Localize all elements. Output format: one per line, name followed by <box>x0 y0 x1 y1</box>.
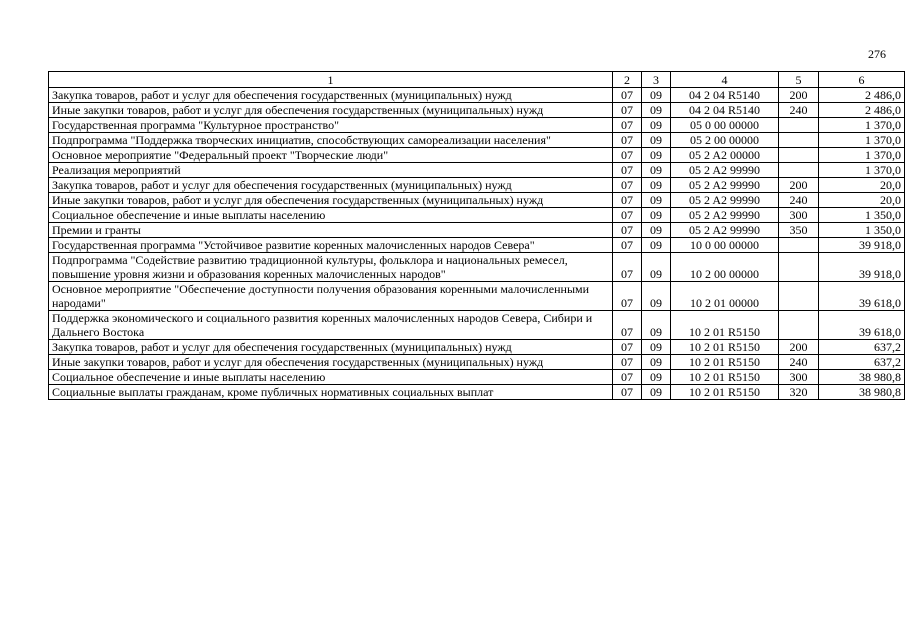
section-code-cell: 07 <box>613 178 642 193</box>
amount-cell: 637,2 <box>819 340 905 355</box>
subsection-code-cell: 09 <box>642 370 671 385</box>
target-code-cell: 10 0 00 00000 <box>671 238 779 253</box>
amount-cell: 1 370,0 <box>819 133 905 148</box>
amount-cell: 38 980,8 <box>819 385 905 400</box>
section-code-cell: 07 <box>613 282 642 311</box>
section-code-cell: 07 <box>613 118 642 133</box>
amount-cell: 2 486,0 <box>819 88 905 103</box>
row-name-cell: Закупка товаров, работ и услуг для обеспечения государственных (муниципальных) нужд <box>49 88 613 103</box>
subsection-code-cell: 09 <box>642 355 671 370</box>
subsection-code-cell: 09 <box>642 148 671 163</box>
expense-type-cell <box>779 163 819 178</box>
page-number: 276 <box>868 47 886 61</box>
row-name-cell: Подпрограмма "Содействие развитию традиционной культуры, фольклора и национальных ремесел, повышение уровня жизни и образования коренных малочисленных народов" <box>49 253 613 282</box>
row-name-cell: Социальные выплаты гражданам, кроме публичных нормативных социальных выплат <box>49 385 613 400</box>
subsection-code-cell: 09 <box>642 340 671 355</box>
expense-type-cell: 300 <box>779 208 819 223</box>
section-code-cell: 07 <box>613 163 642 178</box>
target-code-cell: 10 2 01 R5150 <box>671 340 779 355</box>
table-row <box>49 282 905 311</box>
target-code-cell: 05 2 A2 00000 <box>671 148 779 163</box>
subsection-code-cell: 09 <box>642 385 671 400</box>
amount-cell: 39 918,0 <box>819 253 905 282</box>
row-name-cell: Иные закупки товаров, работ и услуг для обеспечения государственных (муниципальных) нужд <box>49 355 613 370</box>
amount-cell: 39 618,0 <box>819 282 905 311</box>
table-row <box>49 253 905 282</box>
column-header: 3 <box>642 72 671 88</box>
target-code-cell: 10 2 00 00000 <box>671 253 779 282</box>
column-header: 6 <box>819 72 905 88</box>
amount-cell: 39 918,0 <box>819 238 905 253</box>
column-header: 1 <box>49 72 613 88</box>
table-row <box>49 163 905 178</box>
table-row <box>49 355 905 370</box>
table-header-row <box>49 72 905 88</box>
table-row <box>49 133 905 148</box>
row-name-cell: Основное мероприятие "Обеспечение доступности получения образования коренными малочисленными народами" <box>49 282 613 311</box>
table-row <box>49 370 905 385</box>
subsection-code-cell: 09 <box>642 103 671 118</box>
table-row <box>49 103 905 118</box>
row-name-cell: Подпрограмма "Поддержка творческих инициатив, способствующих самореализации населения" <box>49 133 613 148</box>
section-code-cell: 07 <box>613 223 642 238</box>
amount-cell: 637,2 <box>819 355 905 370</box>
section-code-cell: 07 <box>613 193 642 208</box>
expense-type-cell: 320 <box>779 385 819 400</box>
table-row <box>49 148 905 163</box>
target-code-cell: 04 2 04 R5140 <box>671 103 779 118</box>
amount-cell: 1 350,0 <box>819 208 905 223</box>
target-code-cell: 05 2 A2 99990 <box>671 208 779 223</box>
table-row <box>49 178 905 193</box>
amount-cell: 1 370,0 <box>819 148 905 163</box>
subsection-code-cell: 09 <box>642 208 671 223</box>
expense-type-cell <box>779 311 819 340</box>
section-code-cell: 07 <box>613 355 642 370</box>
amount-cell: 38 980,8 <box>819 370 905 385</box>
amount-cell: 1 350,0 <box>819 223 905 238</box>
table-row <box>49 208 905 223</box>
section-code-cell: 07 <box>613 133 642 148</box>
expense-type-cell: 240 <box>779 355 819 370</box>
row-name-cell: Премии и гранты <box>49 223 613 238</box>
row-name-cell: Поддержка экономического и социального развития коренных малочисленных народов Севера, Сибири и Дальнего Востока <box>49 311 613 340</box>
subsection-code-cell: 09 <box>642 178 671 193</box>
target-code-cell: 05 2 A2 99990 <box>671 163 779 178</box>
budget-table <box>48 71 905 400</box>
table-row <box>49 238 905 253</box>
section-code-cell: 07 <box>613 88 642 103</box>
amount-cell: 20,0 <box>819 178 905 193</box>
row-name-cell: Иные закупки товаров, работ и услуг для обеспечения государственных (муниципальных) нужд <box>49 103 613 118</box>
amount-cell: 20,0 <box>819 193 905 208</box>
expense-type-cell <box>779 118 819 133</box>
expense-type-cell: 300 <box>779 370 819 385</box>
column-header: 5 <box>779 72 819 88</box>
section-code-cell: 07 <box>613 311 642 340</box>
amount-cell: 1 370,0 <box>819 163 905 178</box>
subsection-code-cell: 09 <box>642 193 671 208</box>
row-name-cell: Закупка товаров, работ и услуг для обеспечения государственных (муниципальных) нужд <box>49 340 613 355</box>
section-code-cell: 07 <box>613 148 642 163</box>
table-row <box>49 311 905 340</box>
target-code-cell: 05 2 00 00000 <box>671 133 779 148</box>
section-code-cell: 07 <box>613 103 642 118</box>
column-header: 4 <box>671 72 779 88</box>
subsection-code-cell: 09 <box>642 238 671 253</box>
table-row <box>49 193 905 208</box>
section-code-cell: 07 <box>613 238 642 253</box>
section-code-cell: 07 <box>613 253 642 282</box>
amount-cell: 2 486,0 <box>819 103 905 118</box>
subsection-code-cell: 09 <box>642 282 671 311</box>
row-name-cell: Социальное обеспечение и иные выплаты населению <box>49 208 613 223</box>
target-code-cell: 10 2 01 00000 <box>671 282 779 311</box>
expense-type-cell: 200 <box>779 178 819 193</box>
section-code-cell: 07 <box>613 340 642 355</box>
table-row <box>49 88 905 103</box>
target-code-cell: 05 2 A2 99990 <box>671 223 779 238</box>
row-name-cell: Реализация мероприятий <box>49 163 613 178</box>
subsection-code-cell: 09 <box>642 253 671 282</box>
subsection-code-cell: 09 <box>642 88 671 103</box>
expense-type-cell: 240 <box>779 103 819 118</box>
section-code-cell: 07 <box>613 385 642 400</box>
expense-type-cell: 200 <box>779 88 819 103</box>
expense-type-cell <box>779 148 819 163</box>
subsection-code-cell: 09 <box>642 133 671 148</box>
amount-cell: 1 370,0 <box>819 118 905 133</box>
target-code-cell: 05 0 00 00000 <box>671 118 779 133</box>
expense-type-cell <box>779 133 819 148</box>
row-name-cell: Закупка товаров, работ и услуг для обеспечения государственных (муниципальных) нужд <box>49 178 613 193</box>
target-code-cell: 04 2 04 R5140 <box>671 88 779 103</box>
target-code-cell: 10 2 01 R5150 <box>671 355 779 370</box>
target-code-cell: 10 2 01 R5150 <box>671 385 779 400</box>
table-row <box>49 223 905 238</box>
subsection-code-cell: 09 <box>642 118 671 133</box>
table-row <box>49 385 905 400</box>
expense-type-cell <box>779 282 819 311</box>
expense-type-cell <box>779 253 819 282</box>
expense-type-cell: 350 <box>779 223 819 238</box>
table-body <box>49 88 905 400</box>
subsection-code-cell: 09 <box>642 163 671 178</box>
column-header: 2 <box>613 72 642 88</box>
section-code-cell: 07 <box>613 208 642 223</box>
row-name-cell: Государственная программа "Устойчивое развитие коренных малочисленных народов Севера" <box>49 238 613 253</box>
expense-type-cell: 240 <box>779 193 819 208</box>
section-code-cell: 07 <box>613 370 642 385</box>
subsection-code-cell: 09 <box>642 311 671 340</box>
target-code-cell: 05 2 A2 99990 <box>671 178 779 193</box>
target-code-cell: 10 2 01 R5150 <box>671 370 779 385</box>
table-row <box>49 340 905 355</box>
target-code-cell: 10 2 01 R5150 <box>671 311 779 340</box>
expense-type-cell <box>779 238 819 253</box>
row-name-cell: Иные закупки товаров, работ и услуг для обеспечения государственных (муниципальных) нужд <box>49 193 613 208</box>
row-name-cell: Государственная программа "Культурное пространство" <box>49 118 613 133</box>
row-name-cell: Социальное обеспечение и иные выплаты населению <box>49 370 613 385</box>
amount-cell: 39 618,0 <box>819 311 905 340</box>
table-row <box>49 118 905 133</box>
row-name-cell: Основное мероприятие "Федеральный проект "Творческие люди" <box>49 148 613 163</box>
subsection-code-cell: 09 <box>642 223 671 238</box>
expense-type-cell: 200 <box>779 340 819 355</box>
target-code-cell: 05 2 A2 99990 <box>671 193 779 208</box>
